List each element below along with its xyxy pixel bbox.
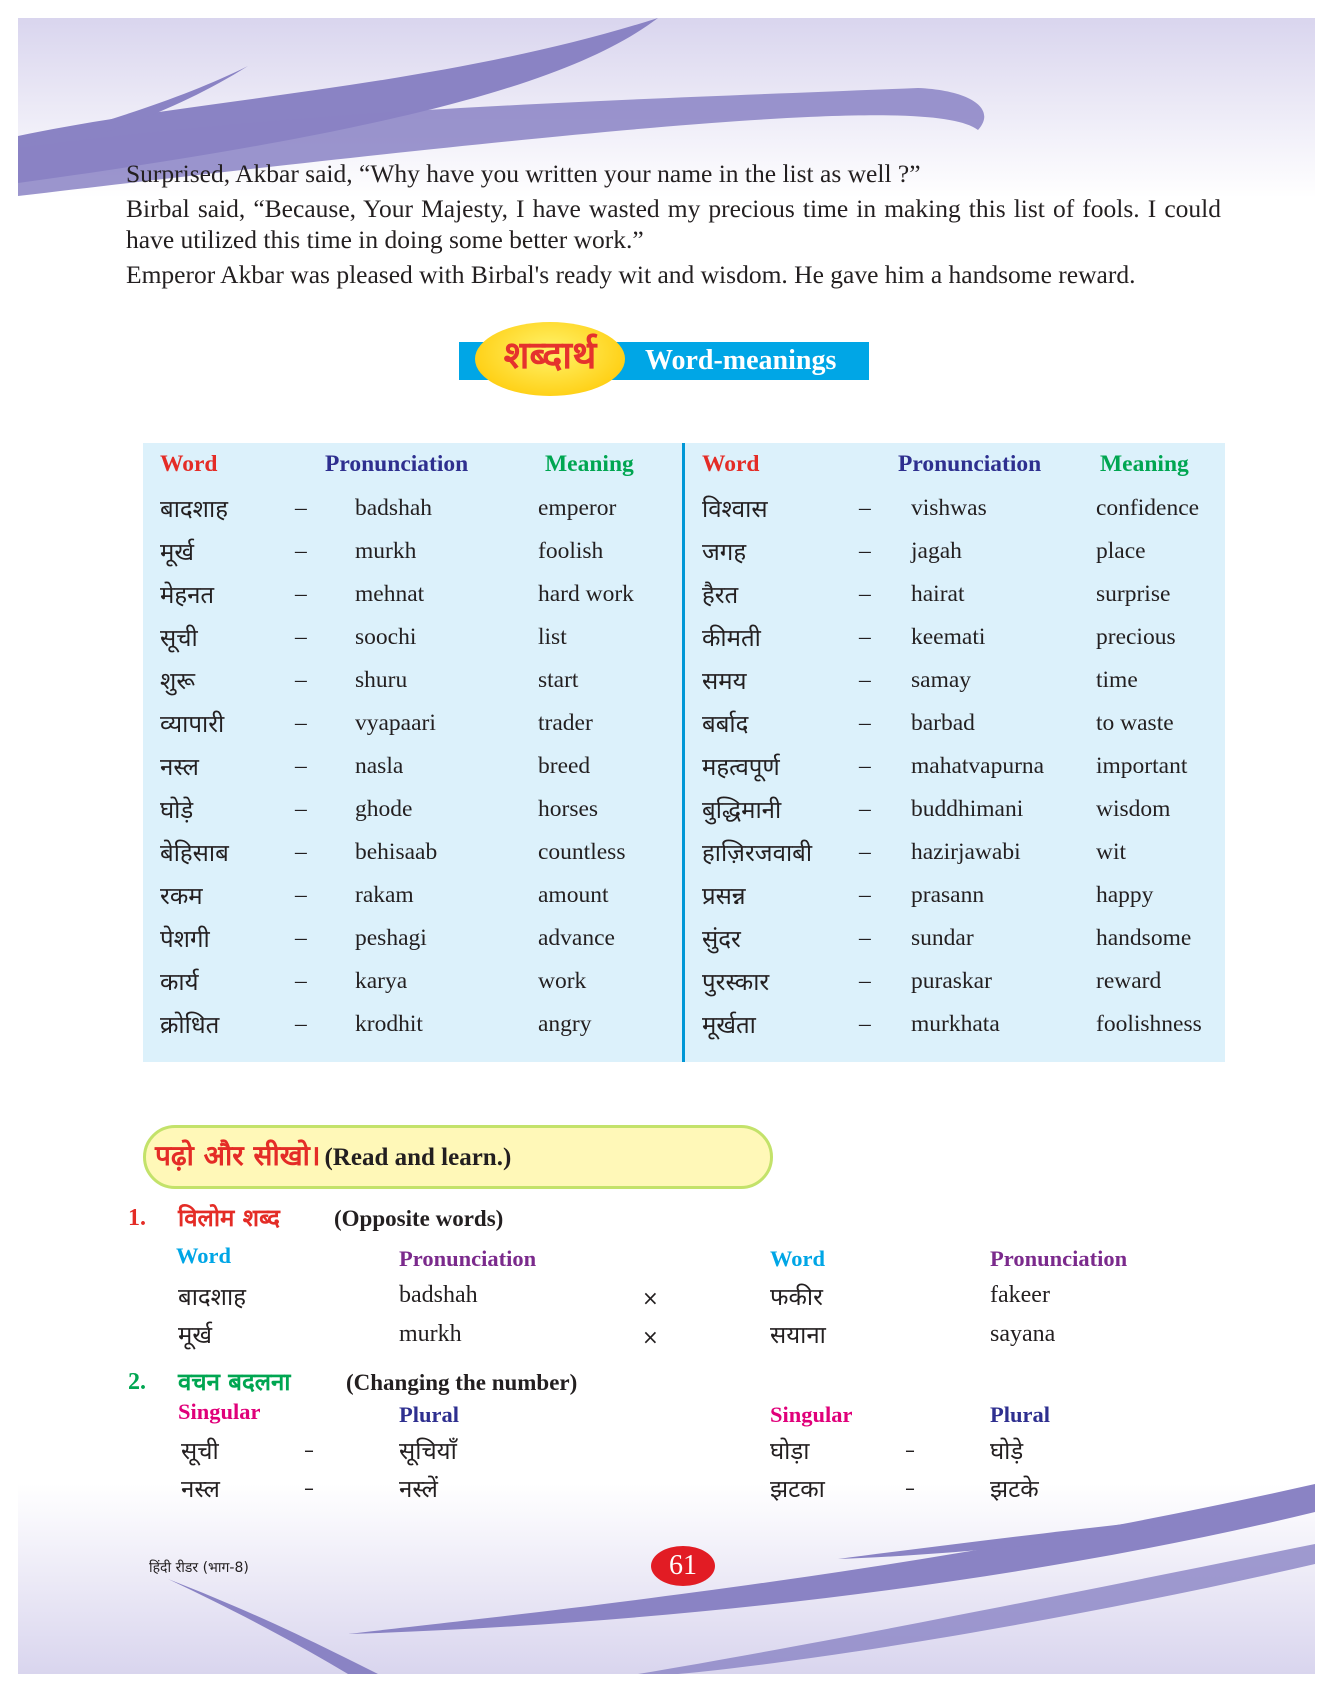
- glossary-word: पेशगी: [160, 925, 210, 953]
- number-dash: –: [304, 1476, 314, 1500]
- glossary-row: [143, 922, 1192, 965]
- glossary-pronunciation: vishwas: [911, 495, 987, 521]
- section1-hindi-title: विलोम शब्द: [178, 1204, 280, 1232]
- header-word: Word: [160, 451, 218, 477]
- glossary-word: मेहनत: [160, 581, 215, 609]
- glossary-row: [143, 621, 1176, 664]
- glossary-pronunciation: krodhit: [355, 1011, 423, 1037]
- read-and-learn-heading: [143, 1125, 773, 1189]
- glossary-dash: –: [295, 710, 307, 736]
- glossary-meaning: wisdom: [1096, 796, 1171, 822]
- glossary-pronunciation: hairat: [911, 581, 965, 607]
- glossary-pronunciation: barbad: [911, 710, 975, 736]
- read-learn-english: (Read and learn.): [324, 1144, 512, 1171]
- glossary-meaning: breed: [538, 753, 591, 779]
- glossary-word: समय: [702, 667, 747, 695]
- glossary-dash: –: [295, 753, 307, 779]
- number-dash: –: [905, 1476, 915, 1500]
- glossary-pronunciation: buddhimani: [911, 796, 1024, 822]
- glossary-row: [143, 707, 1174, 750]
- glossary-word: घोड़े: [160, 796, 194, 824]
- opposite-pronunciation-label: Pronunciation: [399, 1246, 537, 1271]
- story-paragraph: Emperor Akbar was pleased with Birbal's ready wit and wisdom. He gave him a handsome reward.: [126, 260, 1136, 289]
- glossary-pronunciation: mehnat: [355, 581, 425, 607]
- glossary-dash: –: [295, 667, 307, 693]
- opposite-cross: ×: [642, 1325, 659, 1349]
- glossary-word: शुरू: [160, 667, 195, 695]
- glossary-row: [143, 1008, 1202, 1051]
- plural-word: घोड़े: [990, 1437, 1024, 1465]
- glossary-pronunciation: rakam: [355, 882, 414, 908]
- glossary-word: मूर्खता: [702, 1011, 756, 1039]
- glossary-word: व्यापारी: [160, 710, 225, 738]
- glossary-pronunciation: soochi: [355, 624, 417, 650]
- glossary-meaning: foolishness: [1096, 1011, 1202, 1037]
- opposite-cross: ×: [642, 1286, 659, 1310]
- opposite-word-label: Word: [176, 1243, 232, 1268]
- plural-word: झटके: [990, 1475, 1039, 1503]
- glossary-word: मूर्ख: [160, 538, 194, 566]
- glossary-row: [143, 793, 1171, 836]
- glossary-word: सूची: [160, 624, 198, 652]
- page: [18, 18, 1315, 1674]
- glossary-word: सुंदर: [702, 925, 741, 953]
- header-pronunciation: Pronunciation: [898, 451, 1042, 477]
- glossary-pronunciation: vyapaari: [355, 710, 436, 736]
- glossary-pronunciation: badshah: [355, 495, 433, 521]
- singular-word: घोड़ा: [770, 1437, 810, 1465]
- glossary-pronunciation: ghode: [355, 796, 413, 822]
- glossary-pronunciation: keemati: [911, 624, 986, 650]
- glossary-dash: –: [859, 1011, 871, 1037]
- glossary-row: [143, 492, 1200, 535]
- glossary-pronunciation: jagah: [911, 538, 962, 564]
- story-text: [126, 158, 1221, 294]
- glossary-pronunciation: prasann: [911, 882, 985, 908]
- glossary-pronunciation: samay: [911, 667, 972, 693]
- header-pronunciation: Pronunciation: [325, 451, 469, 477]
- glossary-meaning: wit: [1096, 839, 1127, 865]
- word-meanings-banner: [459, 318, 889, 398]
- glossary-word: नस्ल: [160, 753, 199, 781]
- glossary-pronunciation: murkhata: [911, 1011, 1000, 1037]
- glossary-meaning: happy: [1096, 882, 1154, 908]
- glossary-pronunciation: hazirjawabi: [911, 839, 1021, 865]
- glossary-row: [143, 965, 1162, 1008]
- glossary-meaning: to waste: [1096, 710, 1174, 736]
- singular-label: Singular: [770, 1402, 853, 1427]
- glossary-meaning: time: [1096, 667, 1138, 693]
- glossary-dash: –: [859, 796, 871, 822]
- section1-english-title: (Opposite words): [334, 1206, 504, 1231]
- opposite-pronunciation: murkh: [399, 1321, 462, 1347]
- glossary-row: [143, 750, 1188, 793]
- glossary-word: विश्वास: [702, 495, 768, 523]
- glossary-dash: –: [295, 968, 307, 994]
- glossary-row: [143, 879, 1154, 922]
- number-dash: –: [304, 1438, 314, 1462]
- book-title: हिंदी रीडर (भाग-8): [149, 1560, 249, 1576]
- banner-hindi-title: शब्दार्थ: [503, 333, 597, 377]
- read-learn-hindi: पढ़ो और सीखो।: [155, 1139, 321, 1172]
- banner-english-title: Word-meanings: [645, 345, 837, 376]
- opposite-pronunciation: sayana: [990, 1321, 1056, 1347]
- glossary-word: बादशाह: [160, 495, 228, 523]
- glossary-meaning: confidence: [1096, 495, 1200, 521]
- glossary-word: बेहिसाब: [160, 839, 229, 867]
- plural-label: Plural: [990, 1402, 1050, 1427]
- glossary-row: [143, 836, 1127, 879]
- plural-label: Plural: [399, 1402, 459, 1427]
- glossary-word: रकम: [160, 882, 203, 910]
- glossary-meaning: handsome: [1096, 925, 1192, 951]
- glossary-meaning: start: [538, 667, 579, 693]
- glossary-dash: –: [859, 839, 871, 865]
- glossary-row: [143, 535, 1146, 578]
- glossary-word: हैरत: [702, 581, 739, 609]
- opposite-pronunciation: fakeer: [990, 1282, 1050, 1308]
- section2-english-title: (Changing the number): [346, 1370, 578, 1395]
- glossary-meaning: reward: [1096, 968, 1162, 994]
- glossary-word: कार्य: [160, 968, 199, 996]
- glossary-pronunciation: peshagi: [355, 925, 427, 951]
- glossary-meaning: work: [538, 968, 587, 994]
- glossary-pronunciation: puraskar: [911, 968, 992, 994]
- glossary-word: महत्वपूर्ण: [702, 753, 780, 781]
- glossary-dash: –: [859, 925, 871, 951]
- glossary-meaning: advance: [538, 925, 615, 951]
- glossary-dash: –: [295, 1011, 307, 1037]
- glossary-pronunciation: sundar: [911, 925, 974, 951]
- plural-word: सूचियाँ: [399, 1437, 457, 1465]
- glossary-dash: –: [295, 538, 307, 564]
- glossary-dash: –: [859, 581, 871, 607]
- opposite-pronunciation-label: Pronunciation: [990, 1246, 1128, 1271]
- glossary-meaning: amount: [538, 882, 609, 908]
- number-dash: –: [905, 1438, 915, 1462]
- glossary-dash: –: [859, 710, 871, 736]
- singular-label: Singular: [178, 1399, 261, 1424]
- glossary-dash: –: [859, 753, 871, 779]
- glossary-dash: –: [295, 839, 307, 865]
- glossary-dash: –: [295, 796, 307, 822]
- glossary-word: क्रोधित: [160, 1011, 220, 1039]
- section1-number: 1.: [128, 1205, 146, 1231]
- glossary-dash: –: [859, 882, 871, 908]
- opposite-word: मूर्ख: [178, 1321, 212, 1349]
- section2-number: 2.: [128, 1369, 146, 1395]
- story-paragraph: Surprised, Akbar said, “Why have you written your name in the list as well ?”: [126, 159, 921, 188]
- glossary-meaning: surprise: [1096, 581, 1171, 607]
- glossary-word: कीमती: [702, 624, 761, 652]
- glossary-pronunciation: murkh: [355, 538, 417, 564]
- glossary-pronunciation: shuru: [355, 667, 408, 693]
- glossary-word: प्रसन्न: [702, 882, 746, 910]
- opposite-word: सयाना: [770, 1321, 826, 1349]
- glossary-dash: –: [859, 624, 871, 650]
- glossary-pronunciation: mahatvapurna: [911, 753, 1045, 779]
- glossary-meaning: trader: [538, 710, 593, 736]
- plural-word: नस्लें: [399, 1475, 438, 1503]
- glossary-meaning: angry: [538, 1011, 592, 1037]
- glossary-word: हाज़िरजवाबी: [702, 839, 813, 867]
- glossary-dash: –: [295, 925, 307, 951]
- singular-word: झटका: [770, 1475, 825, 1503]
- glossary-dash: –: [859, 968, 871, 994]
- glossary-dash: –: [295, 581, 307, 607]
- glossary-meaning: countless: [538, 839, 626, 865]
- glossary-meaning: emperor: [538, 495, 617, 521]
- opposite-word: फकीर: [770, 1283, 823, 1311]
- glossary-meaning: place: [1096, 538, 1146, 564]
- story-paragraph: Birbal said, “Because, Your Majesty, I have wasted my precious time in making this list of fools. I could have utilized this time in doing some better work.”: [126, 194, 1221, 254]
- glossary-dash: –: [295, 624, 307, 650]
- glossary-dash: –: [295, 882, 307, 908]
- glossary-dash: –: [859, 538, 871, 564]
- glossary-meaning: important: [1096, 753, 1188, 779]
- glossary-meaning: precious: [1096, 624, 1176, 650]
- glossary-pronunciation: nasla: [355, 753, 404, 779]
- section2-hindi-title: वचन बदलना: [178, 1368, 291, 1396]
- glossary-pronunciation: behisaab: [355, 839, 438, 865]
- glossary-dash: –: [859, 495, 871, 521]
- glossary-pronunciation: karya: [355, 968, 408, 994]
- header-meaning: Meaning: [1100, 451, 1189, 477]
- header-word: Word: [702, 451, 760, 477]
- opposite-word-label: Word: [770, 1246, 826, 1271]
- glossary-meaning: foolish: [538, 538, 604, 564]
- glossary-word: बर्बाद: [702, 710, 749, 738]
- glossary-dash: –: [295, 495, 307, 521]
- glossary-word: पुरस्कार: [702, 968, 770, 996]
- glossary-meaning: hard work: [538, 581, 634, 607]
- glossary-table: [143, 443, 1225, 1062]
- glossary-dash: –: [859, 667, 871, 693]
- glossary-row: [143, 578, 1171, 621]
- glossary-meaning: list: [538, 624, 567, 650]
- opposite-pronunciation: badshah: [399, 1282, 478, 1308]
- singular-word: सूची: [181, 1437, 219, 1465]
- opposite-word: बादशाह: [178, 1283, 246, 1311]
- page-number: 61: [651, 1546, 715, 1586]
- glossary-word: बुद्धिमानी: [702, 796, 782, 824]
- glossary-word: जगह: [702, 538, 747, 566]
- header-meaning: Meaning: [545, 451, 634, 477]
- glossary-row: [143, 664, 1138, 707]
- singular-word: नस्ल: [181, 1475, 220, 1503]
- glossary-meaning: horses: [538, 796, 599, 822]
